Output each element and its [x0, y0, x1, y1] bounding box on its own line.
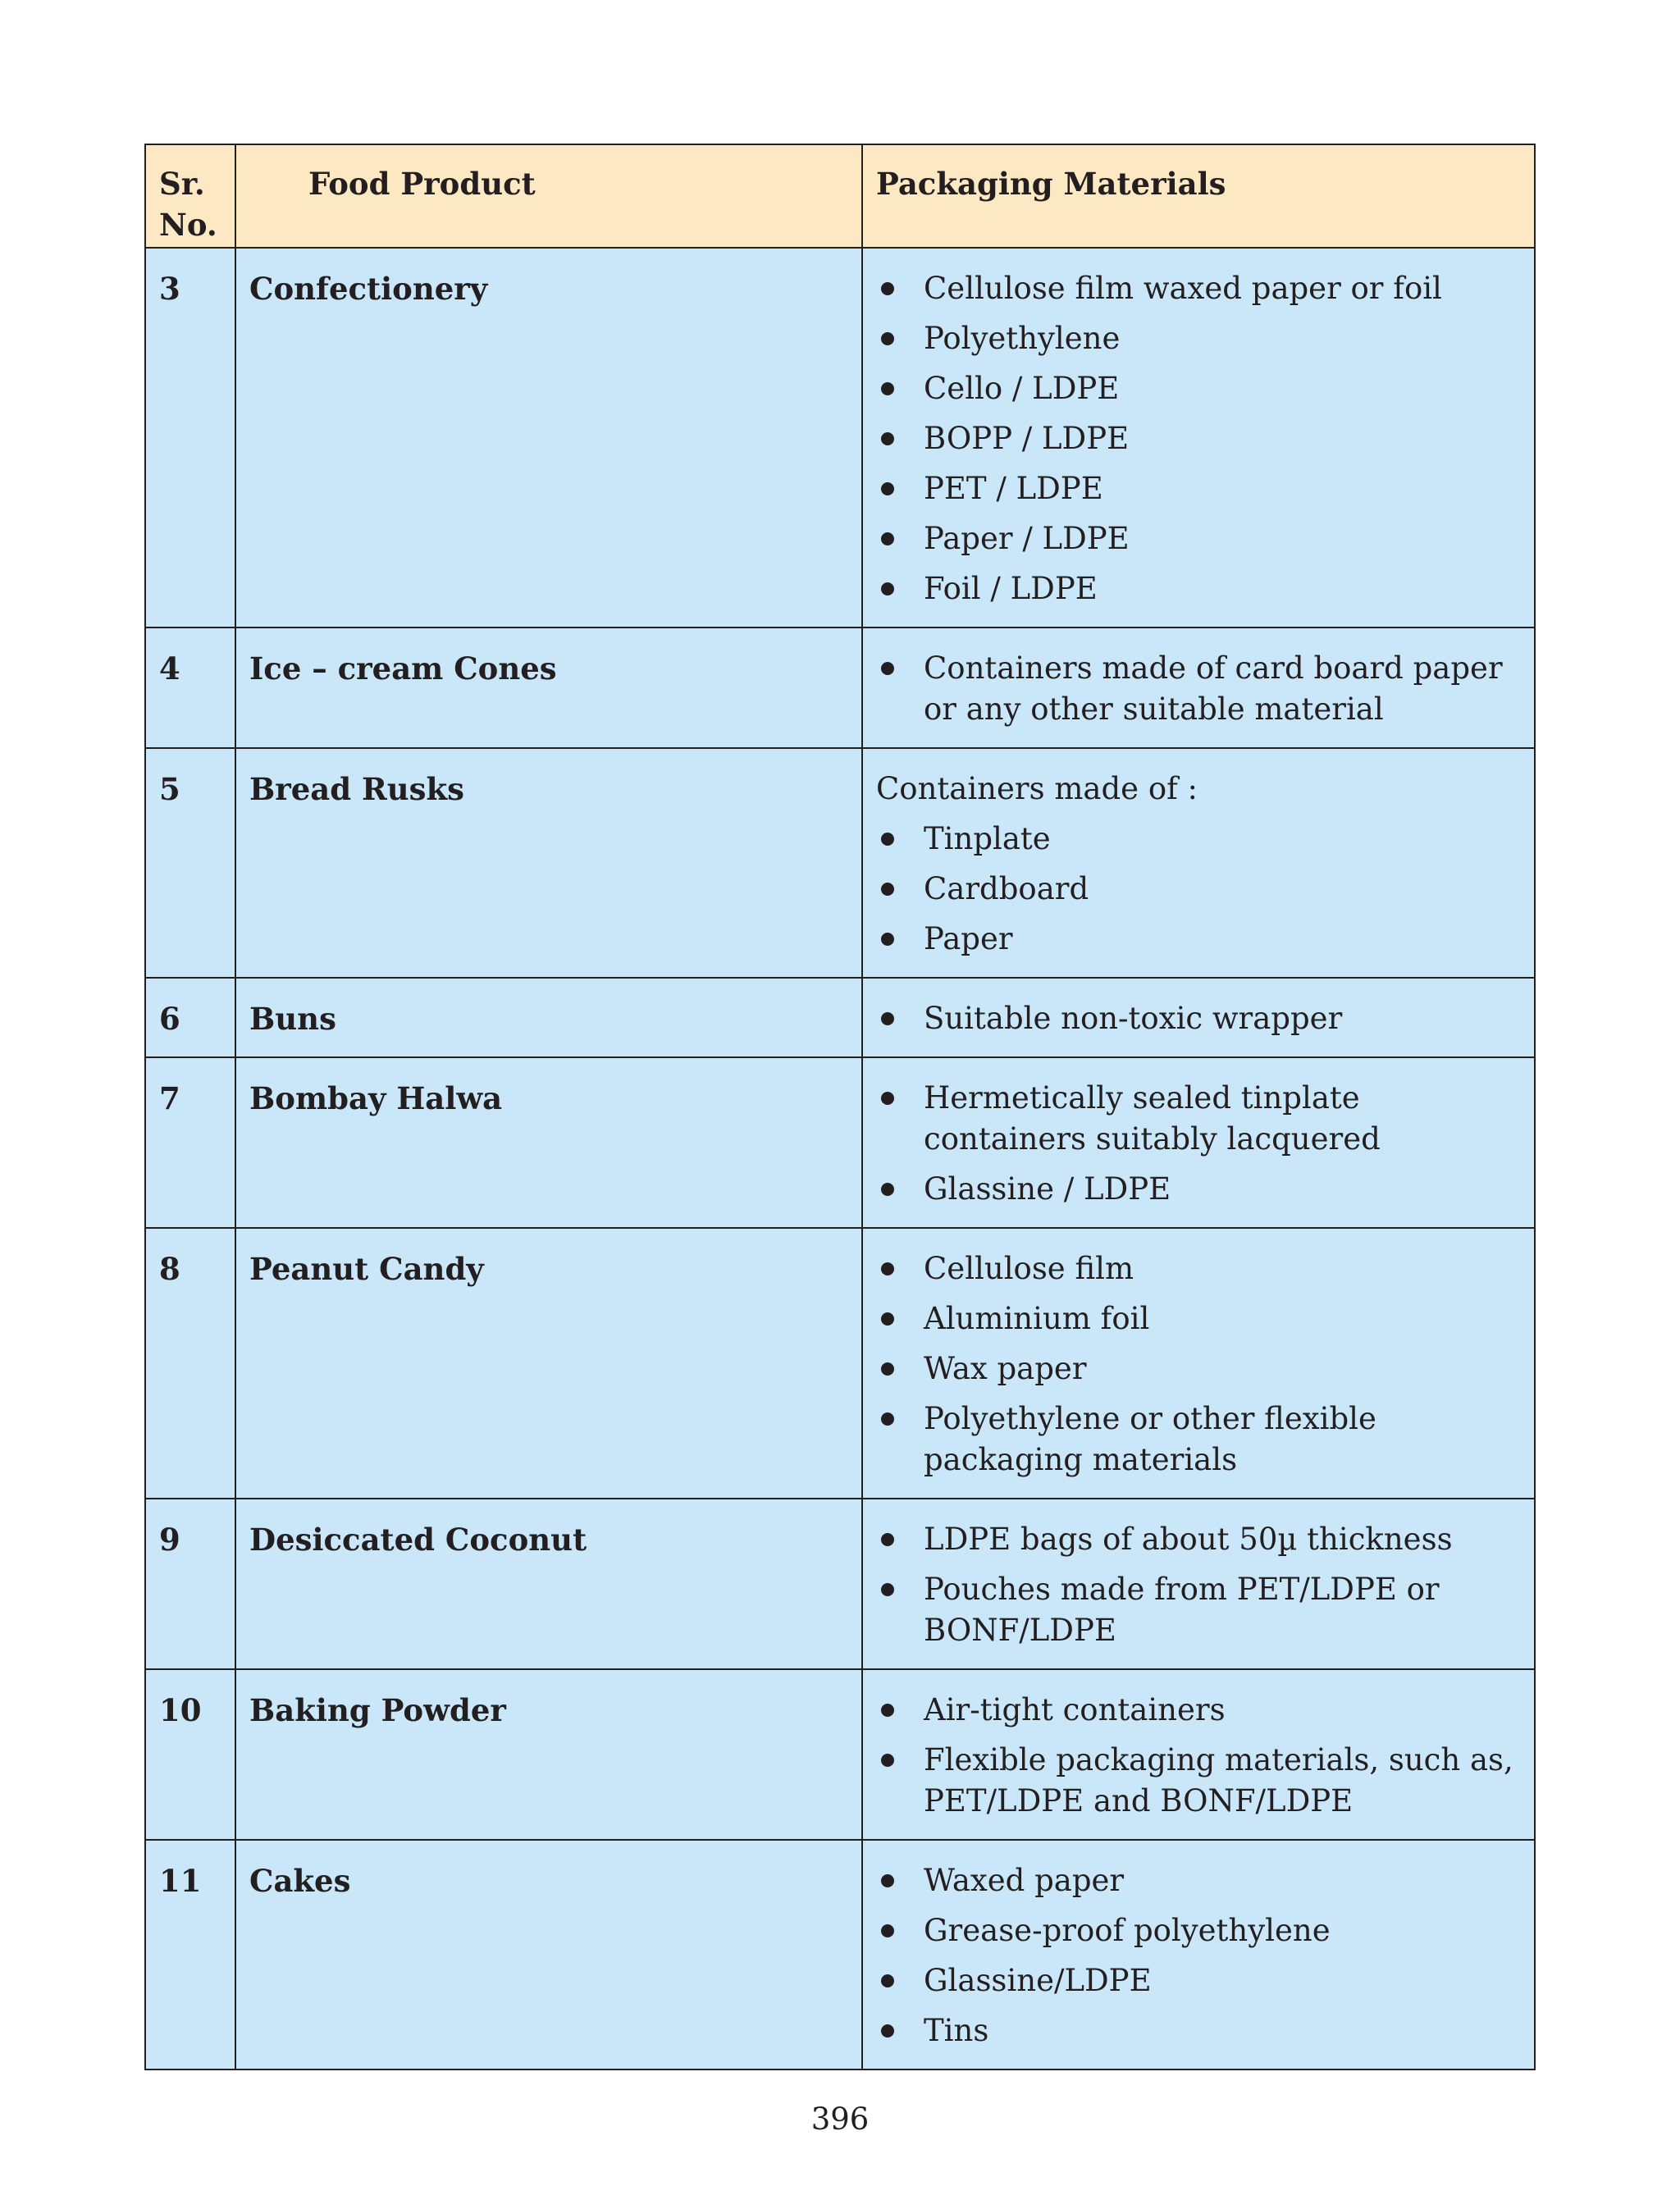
- material-item: Glassine / LDPE: [876, 1169, 1521, 1210]
- material-item: Cardboard: [876, 869, 1521, 910]
- packaging-materials-cell: [862, 248, 1535, 627]
- material-item: Polyethylene or other flexible packaging materials: [876, 1399, 1521, 1481]
- table-row: [145, 1840, 1535, 2070]
- sr-no-cell: 11: [145, 1840, 235, 2070]
- material-item: Tins: [876, 2010, 1521, 2051]
- table-row: [145, 748, 1535, 978]
- material-item: Foil / LDPE: [876, 568, 1521, 609]
- header-food-product: Food Product: [235, 144, 862, 248]
- material-item: Polyethylene: [876, 318, 1521, 359]
- packaging-materials-cell: [862, 1840, 1535, 2070]
- food-product-cell: Bread Rusks: [235, 748, 862, 978]
- table-row: [145, 978, 1535, 1057]
- packaging-materials-cell: [862, 1499, 1535, 1669]
- sr-no-cell: 4: [145, 627, 235, 748]
- materials-list: [876, 1248, 1521, 1481]
- materials-list: [876, 1860, 1521, 2051]
- table-body: [145, 248, 1535, 2070]
- material-item: Hermetically sealed tinplate containers suitably lacquered: [876, 1078, 1521, 1160]
- food-product-cell: Cakes: [235, 1840, 862, 2070]
- materials-list: [876, 1690, 1521, 1822]
- material-item: Cellulose film: [876, 1248, 1521, 1289]
- packaging-materials-cell: [862, 1669, 1535, 1840]
- materials-list: [876, 648, 1521, 730]
- header-sr-no: Sr. No.: [145, 144, 235, 248]
- material-item: PET / LDPE: [876, 468, 1521, 509]
- materials-list: [876, 998, 1521, 1039]
- packaging-materials-cell: [862, 748, 1535, 978]
- materials-list: [876, 1519, 1521, 1651]
- packaging-materials-cell: [862, 1228, 1535, 1499]
- sr-no-cell: 7: [145, 1057, 235, 1228]
- material-item: Cello / LDPE: [876, 368, 1521, 409]
- table-row: [145, 248, 1535, 627]
- material-item: Containers made of card board paper or any other suitable material: [876, 648, 1521, 730]
- packaging-materials-cell: [862, 978, 1535, 1057]
- table-row: [145, 1499, 1535, 1669]
- food-product-cell: Buns: [235, 978, 862, 1057]
- packaging-materials-cell: [862, 627, 1535, 748]
- sr-no-cell: 10: [145, 1669, 235, 1840]
- header-packaging-materials: Packaging Materials: [862, 144, 1535, 248]
- page-number: 396: [810, 2101, 870, 2137]
- sr-no-cell: 6: [145, 978, 235, 1057]
- material-item: LDPE bags of about 50µ thickness: [876, 1519, 1521, 1560]
- food-product-cell: Baking Powder: [235, 1669, 862, 1840]
- food-product-cell: Confectionery: [235, 248, 862, 627]
- packaging-table: [144, 144, 1536, 2070]
- materials-list: [876, 268, 1521, 609]
- sr-no-cell: 3: [145, 248, 235, 627]
- material-item: Glassine/LDPE: [876, 1960, 1521, 2001]
- table-row: [145, 1669, 1535, 1840]
- material-item: Tinplate: [876, 819, 1521, 860]
- packaging-materials-cell: [862, 1057, 1535, 1228]
- table-row: [145, 1228, 1535, 1499]
- food-product-cell: Peanut Candy: [235, 1228, 862, 1499]
- material-item: Aluminium foil: [876, 1298, 1521, 1339]
- sr-no-cell: 8: [145, 1228, 235, 1499]
- material-item: Paper / LDPE: [876, 518, 1521, 559]
- material-item: Grease-proof polyethylene: [876, 1910, 1521, 1951]
- table-header-row: [145, 144, 1535, 248]
- materials-list: [876, 1078, 1521, 1210]
- material-item: Waxed paper: [876, 1860, 1521, 1901]
- material-item: Air-tight containers: [876, 1690, 1521, 1731]
- material-item: Cellulose film waxed paper or foil: [876, 268, 1521, 309]
- table-row: [145, 627, 1535, 748]
- material-item: Pouches made from PET/LDPE or BONF/LDPE: [876, 1569, 1521, 1651]
- material-item: Flexible packaging materials, such as, PET/LDPE and BONF/LDPE: [876, 1740, 1521, 1822]
- materials-intro: Containers made of :: [876, 771, 1198, 806]
- material-item: Paper: [876, 919, 1521, 960]
- food-product-cell: Desiccated Coconut: [235, 1499, 862, 1669]
- sr-no-cell: 9: [145, 1499, 235, 1669]
- food-product-cell: Bombay Halwa: [235, 1057, 862, 1228]
- table-row: [145, 1057, 1535, 1228]
- sr-no-cell: 5: [145, 748, 235, 978]
- material-item: Wax paper: [876, 1348, 1521, 1390]
- material-item: BOPP / LDPE: [876, 418, 1521, 459]
- materials-list: [876, 819, 1521, 960]
- food-product-cell: Ice – cream Cones: [235, 627, 862, 748]
- material-item: Suitable non-toxic wrapper: [876, 998, 1521, 1039]
